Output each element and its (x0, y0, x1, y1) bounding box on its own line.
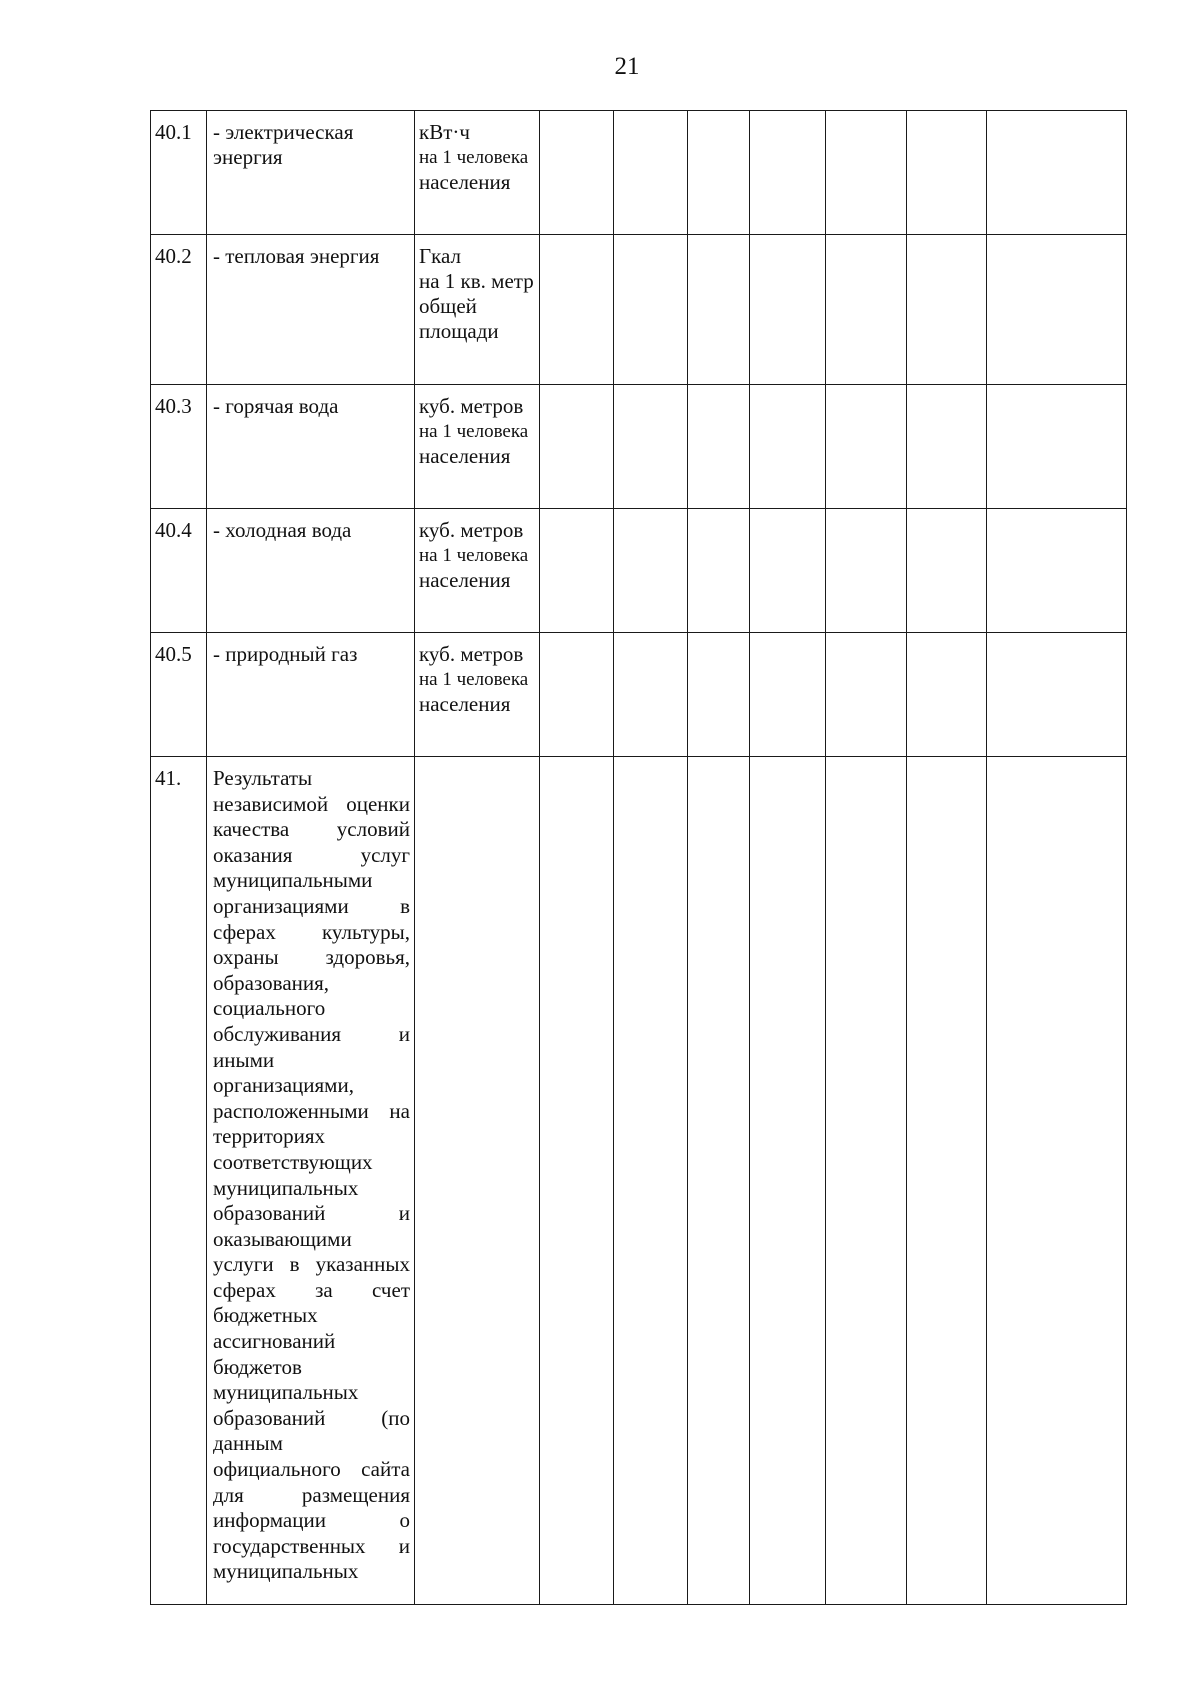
unit-line: кВт·ч (419, 120, 470, 144)
description-line: муниципальных (213, 1175, 359, 1200)
empty-cell (614, 235, 688, 385)
description-line: государственных и (213, 1533, 410, 1558)
empty-cell (614, 509, 688, 633)
description-line: независимой оценки (213, 791, 410, 816)
description-line: бюджетных (213, 1303, 318, 1328)
empty-cell (826, 385, 907, 509)
unit-line: на 1 кв. метр (419, 269, 534, 293)
empty-cell (987, 633, 1127, 757)
empty-cell (614, 111, 688, 235)
empty-cell (826, 111, 907, 235)
description-line: услуги в указанных (213, 1252, 410, 1277)
unit-cell (415, 633, 540, 757)
table-row (151, 385, 1127, 509)
empty-cell (987, 235, 1127, 385)
description-line: Результаты (213, 766, 313, 790)
empty-cell (614, 757, 688, 1605)
empty-cell (987, 757, 1127, 1605)
row-number: 41. (151, 757, 207, 1605)
description-line: территориях (213, 1124, 326, 1149)
empty-cell (688, 633, 750, 757)
indicator-name-long (207, 757, 415, 1605)
empty-cell (907, 235, 987, 385)
unit-line: населения (419, 692, 511, 716)
empty-cell (540, 509, 614, 633)
empty-cell (688, 111, 750, 235)
empty-cell (987, 385, 1127, 509)
empty-cell (688, 757, 750, 1605)
table-row (151, 757, 1127, 1605)
empty-cell (614, 385, 688, 509)
page-number: 21 (614, 53, 640, 80)
indicator-name: - холодная вода (207, 509, 415, 633)
description-line: качества условий (213, 817, 410, 842)
description-line: расположенными на (213, 1098, 410, 1123)
description-line: социального (213, 996, 326, 1021)
description-line: ассигнований (213, 1329, 336, 1354)
empty-cell (907, 633, 987, 757)
description-line: образований (по (213, 1405, 410, 1430)
table-row (151, 633, 1127, 757)
empty-cell (540, 633, 614, 757)
empty-cell (987, 509, 1127, 633)
indicator-name: - горячая вода (207, 385, 415, 509)
description-line: муниципальными (213, 868, 373, 893)
table-row (151, 235, 1127, 385)
indicator-table (150, 110, 1127, 1605)
empty-cell (540, 111, 614, 235)
unit-line: куб. метров (419, 394, 524, 418)
unit-line: на 1 человека (419, 545, 529, 566)
empty-cell (826, 235, 907, 385)
empty-cell (688, 509, 750, 633)
empty-cell (750, 111, 826, 235)
empty-cell (826, 633, 907, 757)
empty-cell (907, 385, 987, 509)
description-line: соответствующих (213, 1149, 373, 1174)
unit-line: на 1 человека (419, 421, 529, 442)
indicator-name: - тепловая энергия (207, 235, 415, 385)
indicator-description (213, 766, 410, 1585)
description-line: организациями в (213, 893, 410, 918)
description-line: обслуживания и (213, 1021, 410, 1046)
empty-cell (826, 757, 907, 1605)
unit-line: населения (419, 444, 511, 468)
description-line: охраны здоровья, (213, 945, 410, 970)
empty-cell (688, 235, 750, 385)
unit-line: на 1 человека (419, 669, 529, 690)
row-number: 40.1 (151, 111, 207, 235)
empty-cell (540, 385, 614, 509)
row-number: 40.3 (151, 385, 207, 509)
empty-cell (750, 385, 826, 509)
unit-line: населения (419, 568, 511, 592)
empty-cell (987, 111, 1127, 235)
unit-cell (415, 235, 540, 385)
unit-cell (415, 111, 540, 235)
description-line: бюджетов (213, 1354, 302, 1379)
row-number: 40.2 (151, 235, 207, 385)
empty-cell (614, 633, 688, 757)
empty-cell (750, 633, 826, 757)
unit-line: площади (419, 319, 499, 343)
empty-cell (415, 757, 540, 1605)
empty-cell (540, 757, 614, 1605)
unit-cell (415, 509, 540, 633)
unit-line: на 1 человека (419, 147, 529, 168)
unit-line: общей (419, 294, 477, 318)
empty-cell (750, 757, 826, 1605)
description-line: официального сайта (213, 1457, 410, 1482)
description-line: оказания услуг (213, 842, 410, 867)
row-number: 40.4 (151, 509, 207, 633)
unit-line: Гкал (419, 244, 462, 268)
description-line: для размещения (213, 1482, 410, 1507)
description-line: организациями, (213, 1073, 354, 1098)
description-line: данным (213, 1431, 283, 1456)
unit-cell (415, 385, 540, 509)
description-line: сферах за счет (213, 1277, 410, 1302)
row-number: 40.5 (151, 633, 207, 757)
description-line: образования, (213, 970, 330, 995)
description-line: муниципальных (213, 1380, 359, 1405)
description-line: образований и (213, 1201, 410, 1226)
empty-cell (907, 757, 987, 1605)
unit-line: куб. метров (419, 642, 524, 666)
empty-cell (540, 235, 614, 385)
unit-line: населения (419, 170, 511, 194)
indicator-name: - природный газ (207, 633, 415, 757)
indicator-name: - электрическая энергия (207, 111, 415, 235)
table-row (151, 509, 1127, 633)
empty-cell (907, 509, 987, 633)
description-line: муниципальных (213, 1559, 359, 1584)
empty-cell (826, 509, 907, 633)
description-line: оказывающими (213, 1226, 352, 1251)
empty-cell (750, 235, 826, 385)
description-line: сферах культуры, (213, 919, 410, 944)
empty-cell (907, 111, 987, 235)
table-row (151, 111, 1127, 235)
unit-line: куб. метров (419, 518, 524, 542)
empty-cell (688, 385, 750, 509)
empty-cell (750, 509, 826, 633)
description-line: иными (213, 1047, 275, 1072)
description-line: информации о (213, 1508, 410, 1533)
